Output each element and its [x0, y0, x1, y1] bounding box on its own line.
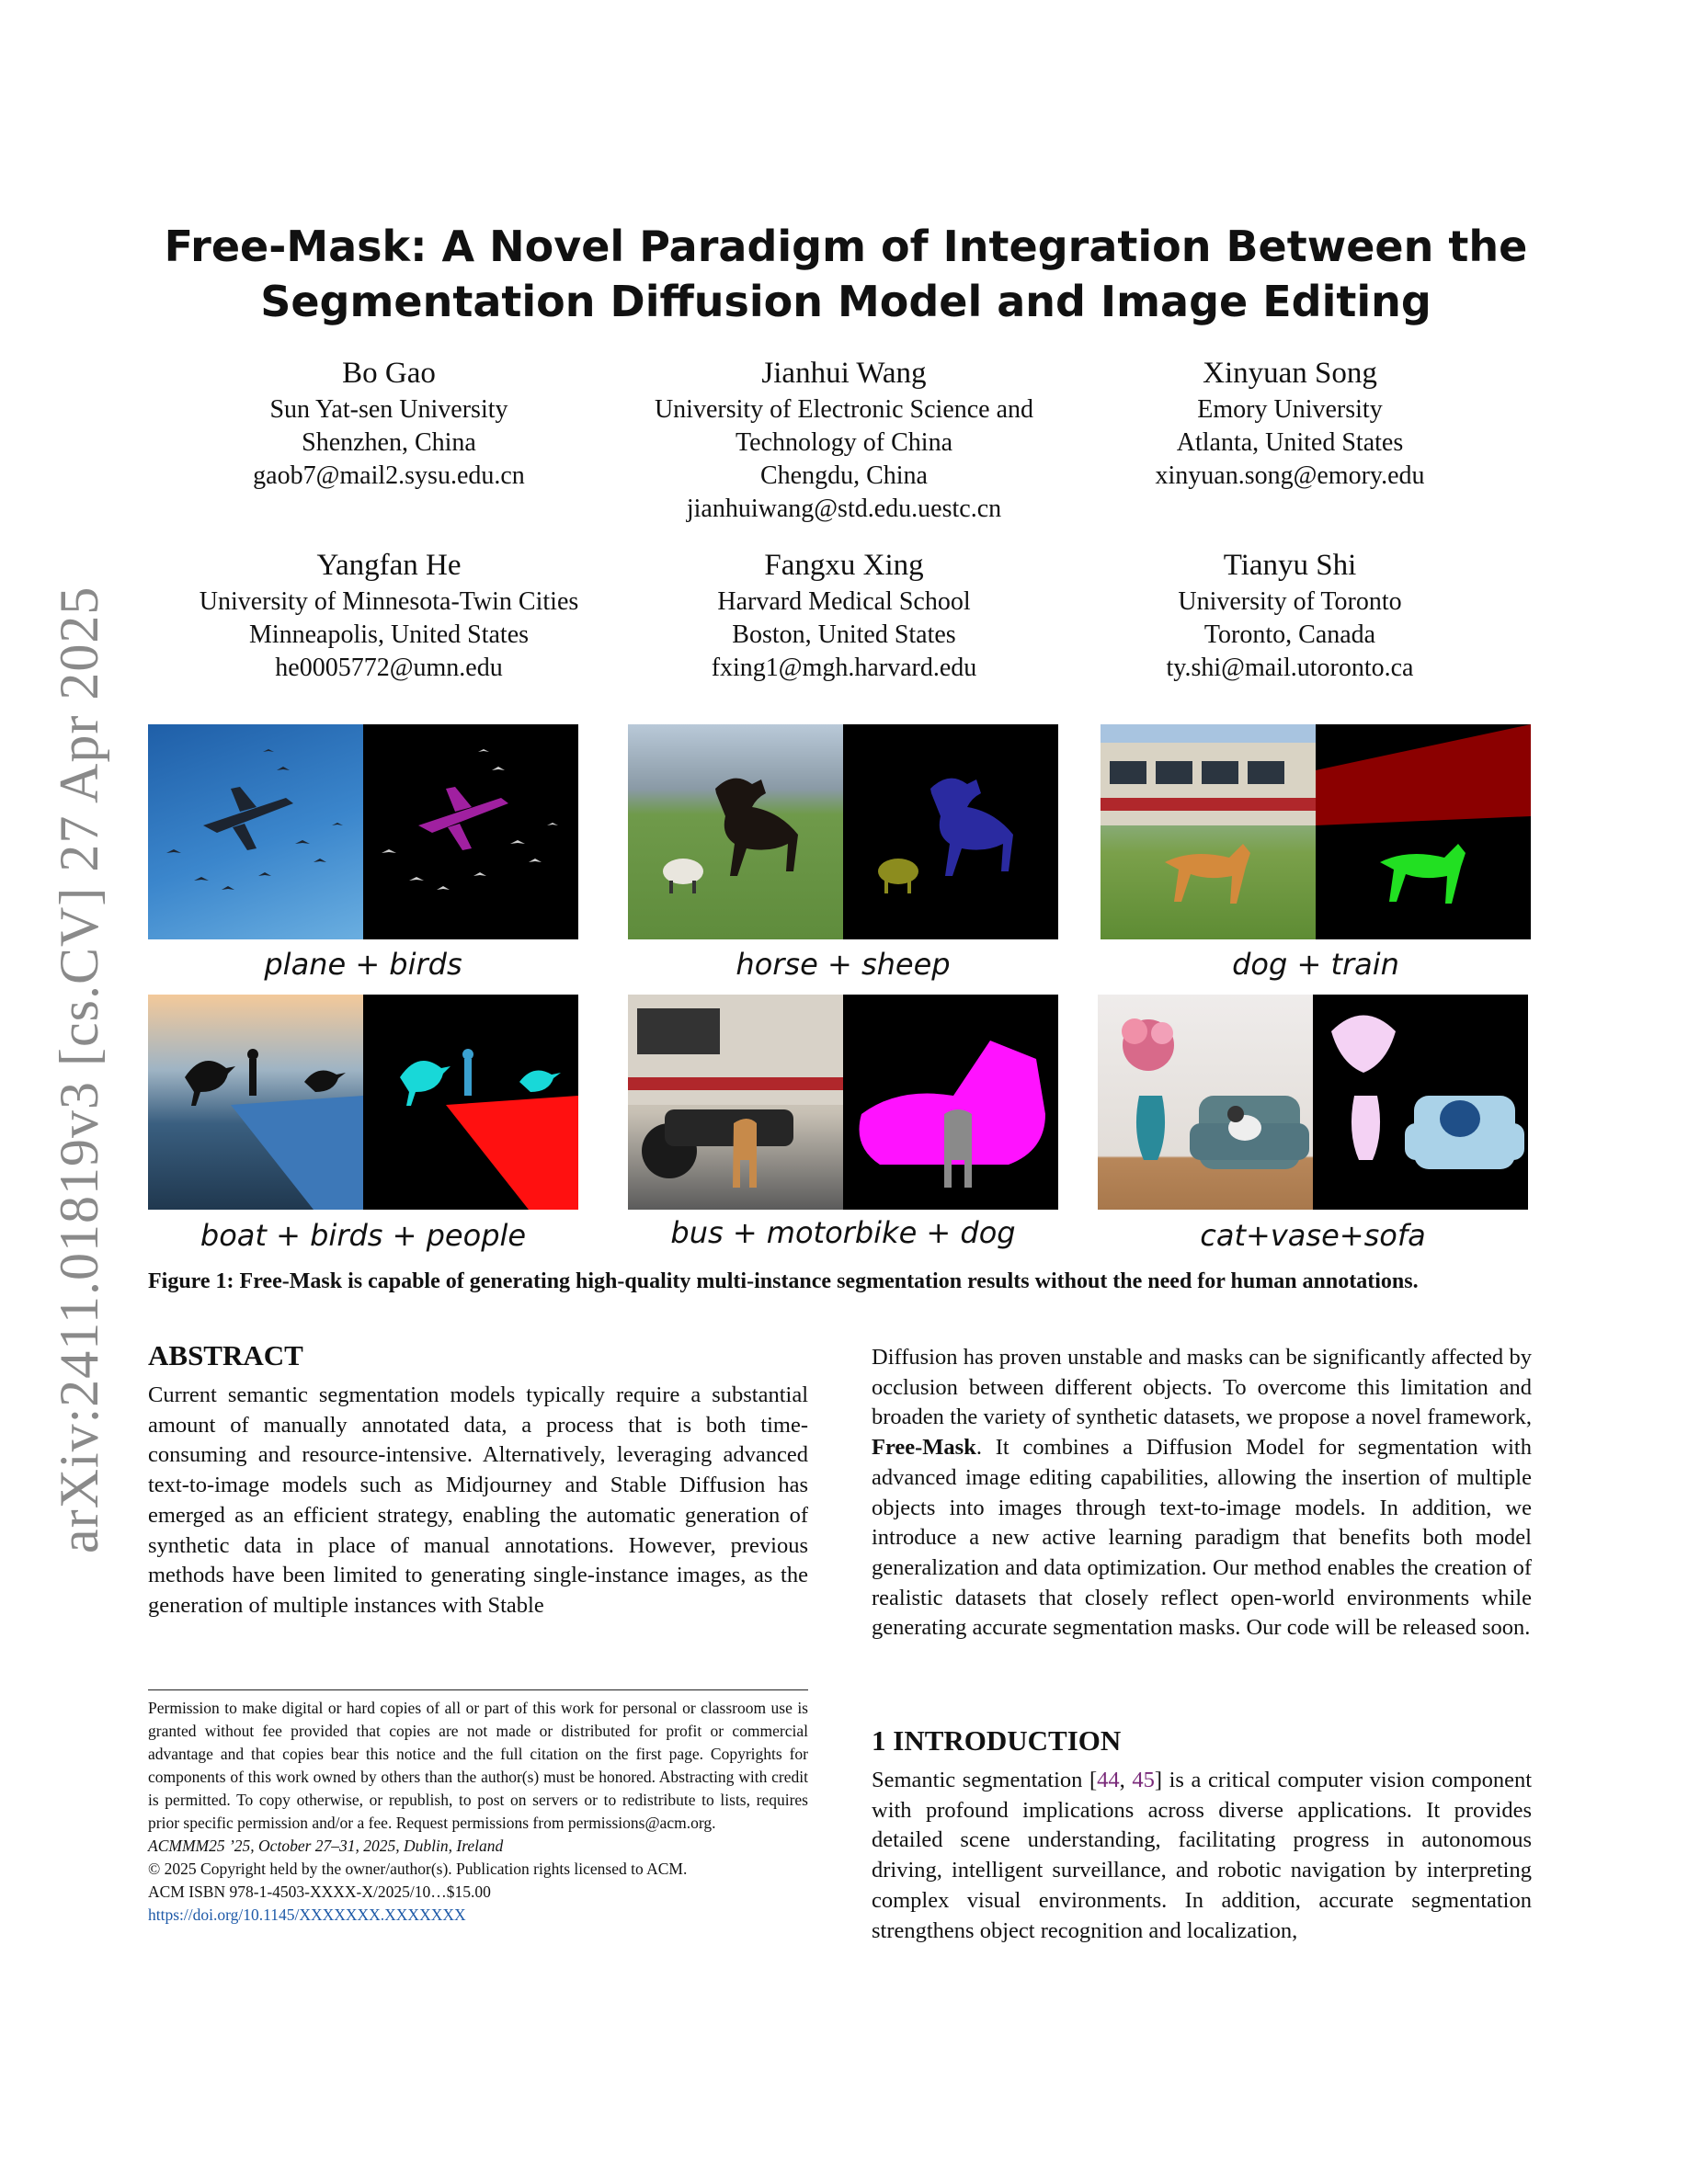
author-name: Tianyu Shi: [1223, 549, 1357, 582]
abstract-text-cont: . It combines a Diffusion Model for segmentation with advanced image editing capabilities, allowing the insertion of multiple objects into images through text-to-image models. In addition, we introduce a new active learning paradigm that benefits both model generalization and data optimization. Our method enables the creation of realistic datasets that closely reflect open-world environments while generating accurate segmentation masks. Our code will be released soon.: [872, 1435, 1532, 1641]
photo-plane-birds: [148, 724, 363, 939]
figure-panel-bus-motorbike-dog: [628, 995, 1058, 1210]
author-email: ty.shi@mail.utoronto.ca: [1166, 654, 1414, 682]
author-location: Shenzhen, China: [302, 428, 476, 457]
figure-caption-horse-sheep: horse + sheep: [736, 947, 951, 982]
photo-cat-vase-sofa: [1098, 995, 1313, 1210]
author-name: Jianhui Wang: [761, 357, 927, 390]
author-affiliation: Sun Yat-sen University: [269, 395, 508, 424]
intro-text-cont: ] is a critical computer vision component with profound implications across diverse applications. It provides detailed scene understanding, facilitating progress in autonomous driving, intelligent surveillance, and robotic navigation by interpreting complex visual environments. In addition, accurate segmentation strengthens object recognition and localization,: [872, 1768, 1533, 1943]
author-affiliation-cont: Technology of China: [736, 428, 952, 457]
figure-1-caption: [148, 1267, 1540, 1297]
author-affiliation: University of Toronto: [1178, 587, 1402, 616]
dog-train-photo-icon: [1101, 724, 1316, 939]
author-block: [587, 353, 1101, 526]
mask-dog-train: [1316, 724, 1531, 939]
abstract-heading: ABSTRACT: [148, 1339, 303, 1371]
author-location: Minneapolis, United States: [248, 620, 530, 649]
figure-label: Figure 1:: [148, 1269, 234, 1293]
author-email: jianhuiwang@std.edu.uestc.cn: [686, 495, 1002, 523]
dog-train-mask-icon: [1316, 724, 1531, 939]
introduction-paragraph: [872, 1766, 1532, 1946]
author-email: gaob7@mail2.sysu.edu.cn: [253, 461, 525, 490]
mask-horse-sheep: [843, 724, 1058, 939]
title-line-2: Segmentation Diffusion Model and Image Editing: [260, 277, 1431, 326]
boat-photo-icon: [148, 995, 363, 1210]
figure-caption-dog-train: dog + train: [1232, 947, 1399, 982]
cat-vase-sofa-photo-icon: [1098, 995, 1313, 1210]
author-block: [1032, 545, 1547, 685]
author-location: Toronto, Canada: [1203, 620, 1376, 649]
citation-link[interactable]: 45: [1132, 1768, 1155, 1792]
author-affiliation: University of Minnesota-Twin Cities: [199, 587, 579, 616]
author-email: xinyuan.song@emory.edu: [1155, 461, 1425, 490]
mask-plane-birds: [363, 724, 578, 939]
doi-link[interactable]: https://doi.org/10.1145/XXXXXXX.XXXXXXX: [148, 1905, 466, 1924]
horse-sheep-photo-icon: [628, 724, 843, 939]
author-block: [131, 353, 646, 493]
figure-panel-plane-birds: [148, 724, 578, 939]
figure-caption-plane-birds: plane + birds: [264, 947, 462, 982]
horse-sheep-mask-icon: [843, 724, 1058, 939]
figure-panel-dog-train: [1101, 724, 1531, 939]
introduction-heading: 1 INTRODUCTION: [872, 1724, 1122, 1757]
figure-caption-bus-motorbike-dog: bus + motorbike + dog: [670, 1215, 1016, 1250]
plane-birds-mask-icon: [363, 724, 578, 939]
author-affiliation: University of Electronic Science and: [654, 395, 1034, 424]
abstract-paragraph-right: [872, 1343, 1532, 1644]
photo-horse-sheep: [628, 724, 843, 939]
mask-bus-motorbike-dog: [843, 995, 1058, 1210]
framework-name: Free-Mask: [872, 1435, 976, 1461]
author-name: Bo Gao: [342, 357, 436, 390]
photo-dog-train: [1101, 724, 1316, 939]
mask-boat-birds-people: [363, 995, 578, 1210]
citation-separator: ,: [1119, 1768, 1133, 1792]
paper-title: [147, 219, 1545, 329]
photo-bus-motorbike-dog: [628, 995, 843, 1210]
bus-photo-icon: [628, 995, 843, 1210]
author-name: Xinyuan Song: [1203, 357, 1377, 390]
author-name: Fangxu Xing: [764, 549, 924, 582]
author-block: [587, 545, 1101, 685]
bus-mask-icon: [843, 995, 1058, 1210]
footnote-rule: [148, 1689, 808, 1690]
author-block: [1032, 353, 1547, 493]
copyright-footnote: [148, 1697, 808, 1927]
isbn: ACM ISBN 978-1-4503-XXXX-X/2025/10…$15.00: [148, 1883, 491, 1901]
author-email: fxing1@mgh.harvard.edu: [711, 654, 977, 682]
plane-birds-photo-icon: [148, 724, 363, 939]
conference-info: ACMMM25 ’25, October 27–31, 2025, Dublin, Ireland: [148, 1837, 504, 1855]
copyright-notice: © 2025 Copyright held by the owner/author(s). Publication rights licensed to ACM.: [148, 1860, 688, 1878]
boat-mask-icon: [363, 995, 578, 1210]
author-location: Atlanta, United States: [1176, 428, 1404, 457]
figure-caption-boat-birds-people: boat + birds + people: [200, 1218, 527, 1253]
title-line-1: Free-Mask: A Novel Paradigm of Integration Between the: [164, 222, 1528, 271]
figure-panel-cat-vase-sofa: [1098, 995, 1528, 1210]
intro-text: Semantic segmentation [: [872, 1768, 1098, 1792]
author-email: he0005772@umn.edu: [275, 654, 503, 682]
mask-cat-vase-sofa: [1313, 995, 1528, 1210]
cat-vase-sofa-mask-icon: [1313, 995, 1528, 1210]
figure-caption-text: Free-Mask is capable of generating high-quality multi-instance segmentation results without the need for human annotations.: [239, 1269, 1419, 1293]
author-affiliation: Emory University: [1197, 395, 1383, 424]
arxiv-identifier: arXiv:2411.01819v3 [cs.CV] 27 Apr 2025: [49, 586, 109, 1553]
abstract-text: Diffusion has proven unstable and masks can be significantly affected by occlusion between different objects. To overcome this limitation and broaden the variety of synthetic datasets, we propose a novel framework,: [872, 1345, 1532, 1430]
permission-notice: Permission to make digital or hard copies of all or part of this work for personal or classroom use is granted without fee provided that copies are not made or distributed for profit or commercial advantage and that copies bear this notice and the full citation on the first page. Copyrights for components of this work owned by others than the author(s) must be honored. Abstracting with credit is permitted. To copy otherwise, or republish, to post on servers or to redistribute to lists, requires prior specific permission and/or a fee. Request permissions from permissions@acm.org.: [148, 1699, 808, 1832]
author-location: Boston, United States: [732, 620, 956, 649]
author-affiliation: Harvard Medical School: [717, 587, 971, 616]
photo-boat-birds-people: [148, 995, 363, 1210]
author-block: [131, 545, 646, 685]
author-location: Chengdu, China: [760, 461, 928, 490]
figure-panel-boat-birds-people: [148, 995, 578, 1210]
figure-panel-horse-sheep: [628, 724, 1058, 939]
citation-link[interactable]: 44: [1097, 1768, 1120, 1792]
figure-caption-cat-vase-sofa: cat+vase+sofa: [1200, 1218, 1426, 1253]
abstract-paragraph-left: Current semantic segmentation models typically require a substantial amount of manually annotated data, a process that is both time-consuming and resource-intensive. Alternatively, leveraging advanced text-to-image models such as Midjourney and Stable Diffusion has emerged as an efficient strategy, enabling the automatic generation of synthetic data in place of manual annotations. However, previous methods have been limited to generating single-instance images, as the generation of multiple instances with Stable: [148, 1382, 808, 1618]
author-name: Yangfan He: [316, 549, 462, 582]
